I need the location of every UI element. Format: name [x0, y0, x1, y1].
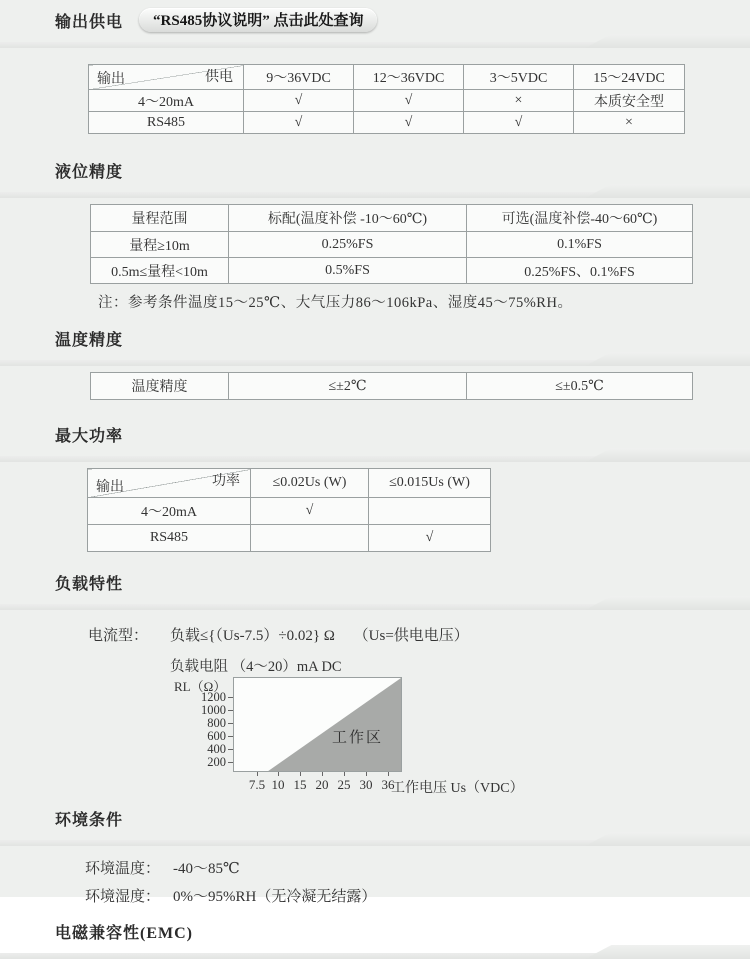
- row-label: RS485: [88, 525, 251, 552]
- row-label: 量程≥10m: [91, 232, 229, 258]
- corner-cell-output-supply: [89, 65, 244, 90]
- y-tick-label: 1000: [201, 703, 226, 717]
- table-cell: ≤±2℃: [229, 373, 467, 400]
- corner-cell-output-power: [88, 469, 251, 498]
- working-region-label: 工作区: [332, 730, 384, 746]
- table-row: [91, 373, 693, 400]
- env-humidity-line: [85, 885, 750, 905]
- row-label: 0.5m≤量程<10m: [91, 258, 229, 284]
- section-emc: [0, 919, 750, 960]
- section-title-level-accuracy: 液位精度: [55, 163, 124, 181]
- x-tick-label: 30: [359, 777, 373, 792]
- table-cell: 本质安全型: [574, 90, 685, 112]
- section-level-accuracy: [0, 158, 750, 199]
- x-tick-label: 36: [381, 777, 395, 792]
- section-divider: [0, 832, 750, 847]
- section-output-power: [0, 0, 750, 49]
- table-cell: 0.5%FS: [229, 258, 467, 284]
- table-row: [91, 232, 693, 258]
- column-header: 3～5VDC: [464, 65, 574, 90]
- section-environment: [0, 806, 750, 847]
- section-divider: [0, 352, 750, 367]
- section-load: [0, 570, 750, 611]
- x-tick-label: 15: [293, 777, 307, 792]
- load-formula: 负载≤{（Us-7.5）÷0.02} Ω （Us=供电电压）: [170, 628, 469, 644]
- column-header: 量程范围: [91, 205, 229, 232]
- section-title-output-power: 输出供电: [55, 13, 124, 31]
- section-temp-accuracy: [0, 326, 750, 367]
- table-row: [89, 112, 685, 134]
- max-power-table: [87, 468, 491, 552]
- level-accuracy-table: [90, 204, 693, 284]
- table-cell: [369, 498, 491, 525]
- section-divider: [0, 945, 750, 960]
- env-temperature-line: [85, 857, 750, 877]
- env-humidity-label: 环境湿度：: [85, 889, 161, 905]
- x-tick-label: 25: [337, 777, 351, 792]
- section-title-emc: 电磁兼容性(EMC): [55, 924, 193, 942]
- section-divider: [0, 34, 750, 49]
- section-title-load: 负载特性: [55, 575, 124, 593]
- load-resistance-chart: [0, 653, 750, 796]
- row-label: 温度精度: [91, 373, 229, 400]
- column-header: 标配(温度补偿 -10～60℃): [229, 205, 467, 232]
- table-cell: √: [354, 112, 464, 134]
- y-tick-label: 400: [207, 742, 226, 756]
- reference-conditions-note: 注：参考条件温度15～25℃、大气压力86～106kPa、湿度45～75%RH。: [98, 295, 573, 311]
- column-header: 9～36VDC: [244, 65, 354, 90]
- y-tick-label: 1200: [201, 690, 226, 704]
- section-divider: [0, 184, 750, 199]
- table-cell: ≤±0.5℃: [467, 373, 693, 400]
- y-tick-label: 600: [207, 729, 226, 743]
- table-row: [88, 525, 491, 552]
- row-label: 4～20mA: [89, 90, 244, 112]
- corner-label-supply: 供电: [205, 70, 233, 85]
- chart-title: 负载电阻 （4～20）mA DC: [170, 659, 342, 675]
- env-temperature-label: 环境温度：: [85, 861, 161, 877]
- section-divider: [0, 448, 750, 463]
- section-title-max-power: 最大功率: [55, 427, 124, 445]
- row-label: 4～20mA: [88, 498, 251, 525]
- rs485-protocol-link[interactable]: “RS485协议说明” 点击此处查询: [139, 8, 377, 32]
- table-cell: √: [244, 112, 354, 134]
- column-header: 12～36VDC: [354, 65, 464, 90]
- table-cell: √: [464, 112, 574, 134]
- table-cell: 0.25%FS、0.1%FS: [467, 258, 693, 284]
- section-max-power: [0, 422, 750, 463]
- column-header: 15～24VDC: [574, 65, 685, 90]
- load-type-label: 电流型：: [88, 628, 149, 644]
- table-cell: [251, 525, 369, 552]
- y-tick-label: 200: [207, 755, 226, 769]
- y-tick-label: 800: [207, 716, 226, 730]
- corner-label-power: 功率: [212, 474, 240, 489]
- corner-label-output: 输出: [96, 480, 124, 495]
- chart-x-axis-label: 工作电压 Us（VDC）: [391, 781, 524, 796]
- table-row: [91, 258, 693, 284]
- corner-label-output: 输出: [97, 72, 125, 87]
- table-cell: 0.1%FS: [467, 232, 693, 258]
- row-label: RS485: [89, 112, 244, 134]
- x-tick-label: 7.5: [248, 777, 266, 792]
- chart-y-axis-label: RL（Ω）: [174, 679, 227, 694]
- column-header: ≤0.02Us (W): [251, 469, 369, 498]
- table-cell: ×: [464, 90, 574, 112]
- section-divider: [0, 596, 750, 611]
- env-temperature-value: -40～85℃: [173, 861, 240, 877]
- temp-accuracy-table: [90, 372, 693, 400]
- column-header: 可选(温度补偿-40～60℃): [467, 205, 693, 232]
- table-cell: ×: [574, 112, 685, 134]
- output-supply-table: [88, 64, 685, 134]
- table-row: [88, 498, 491, 525]
- table-row: [89, 90, 685, 112]
- working-region-area: [234, 678, 401, 771]
- x-tick-label: 10: [271, 777, 285, 792]
- section-title-environment: 环境条件: [55, 811, 124, 829]
- column-header: ≤0.015Us (W): [369, 469, 491, 498]
- table-cell: √: [244, 90, 354, 112]
- table-cell: √: [369, 525, 491, 552]
- table-cell: √: [251, 498, 369, 525]
- table-cell: √: [354, 90, 464, 112]
- load-formula-line: [88, 624, 750, 645]
- table-cell: 0.25%FS: [229, 232, 467, 258]
- chart-plot-area: [233, 677, 402, 772]
- x-tick-label: 20: [315, 777, 329, 792]
- section-title-temp-accuracy: 温度精度: [55, 331, 124, 349]
- env-humidity-value: 0%～95%RH（无冷凝无结露）: [173, 889, 377, 905]
